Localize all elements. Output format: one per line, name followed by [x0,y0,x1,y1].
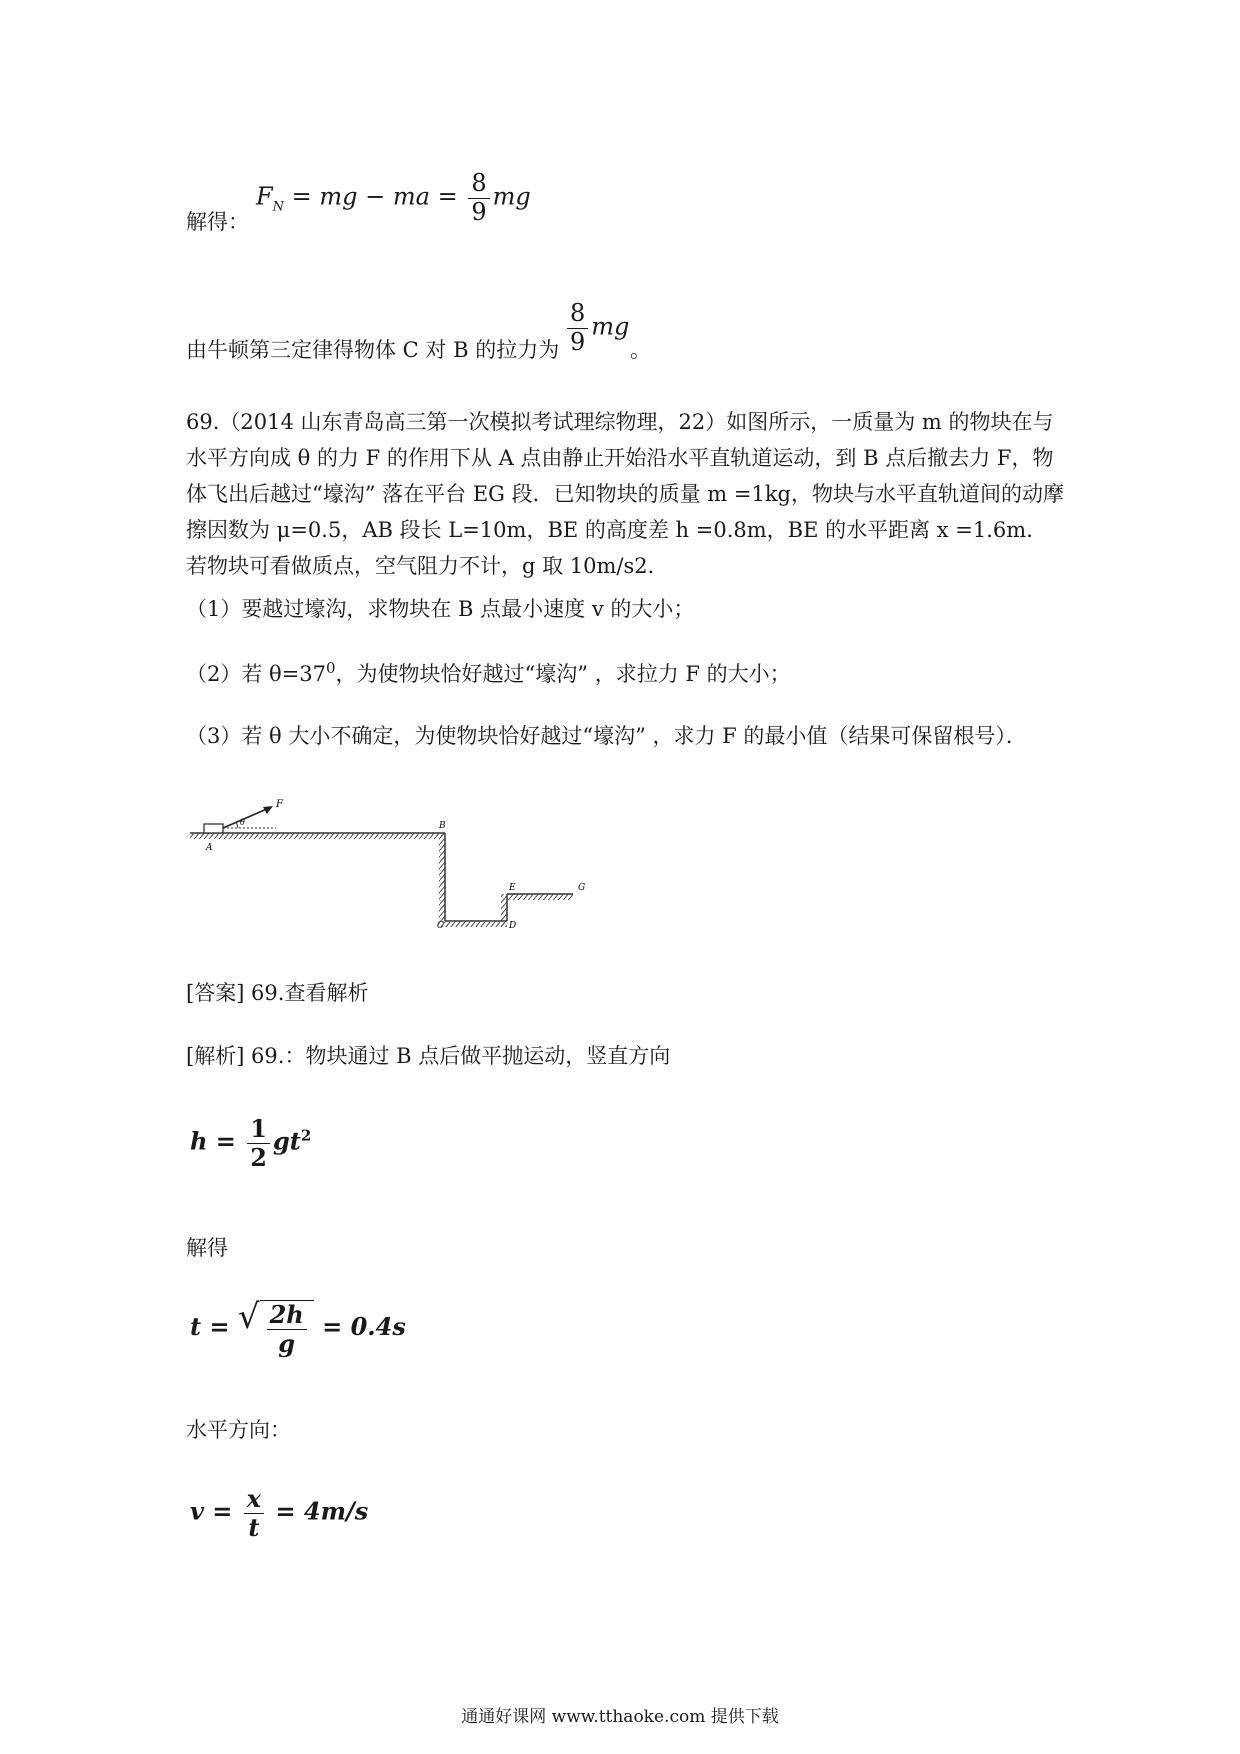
question-1: （1）要越过壕沟，求物块在 B 点最小速度 v 的大小； [186,597,695,621]
sqrt-sign: √ [237,1297,260,1337]
tl-frac-den: 9 [570,327,586,356]
label-F: F [276,799,283,810]
eq2-result: = 0.4s [313,1312,406,1342]
label-theta: θ [240,818,245,827]
eq3-result: = 4m/s [267,1496,369,1526]
label-D: D [509,921,517,930]
tl-tail: mg [591,312,630,341]
question-3: （3）若 θ 大小不确定，为使物块恰好越过“壕沟” ，求力 F 的最小值（结果可保留根号）． [186,724,1027,748]
equation-v [190,1485,368,1541]
fn-tail: mg [492,182,531,211]
eq3-eq: = [203,1496,241,1526]
eq1-lhs: h [190,1126,208,1156]
eq2-den: g [278,1328,296,1358]
eq3-num: x [244,1485,264,1514]
problem-statement: 69.（2014 山东青岛高三第一次模拟考试理综物理，22）如图所示，一质量为 m 的物块在与水平方向成 θ 的力 F 的作用下从 A 点由静止开始沿水平直轨道运动，到 B 点后撤去力 F，物体飞出后越过“壕沟” 落在平台 EG 段．已知物块的质量 m =1kg，物块与水平直轨道间的动摩擦因数为 μ=0.5，AB 段长 L=10m，BE 的高度差 h =0.8m，BE 的水平距离 x =1.6m．若物块可看做质点，空气阻力不计，g 取 10m/s2． [186,410,1064,578]
fn-frac-den: 9 [471,197,487,226]
fn-lhs: F [256,182,273,211]
angle-arc [236,822,238,828]
eq1-tail: gt [272,1126,301,1156]
question-2-degree: 0 [326,659,336,677]
question-2 [186,657,791,691]
fn-frac-num: 8 [468,170,489,199]
fn-equation [256,170,531,226]
label-C: C [437,921,444,930]
solve-label-2: 解得 [186,1236,228,1260]
question-2-b: ，为使物块恰好越过“壕沟” ，求拉力 F 的大小； [335,662,791,686]
third-law-fraction [564,300,629,356]
analysis-line: [解析] 69.：物块通过 B 点后做平抛运动，竖直方向 [186,1044,671,1068]
trench-diagram [180,790,600,930]
solve-label: 解得： [186,210,249,234]
force-line [223,808,269,828]
footer-text: 通通好课网 www.tthaoke.com 提供下载 [461,1707,779,1727]
tl-frac-num: 8 [567,300,588,329]
eq3-lhs: v [190,1496,204,1526]
eq1-num: 1 [247,1115,270,1144]
platform-eg-hatch [507,894,573,900]
fn-mid: = mg − ma = [284,182,466,211]
trench-bottom-hatch [445,921,507,927]
label-E: E [509,883,516,893]
eq3-den: t [248,1512,260,1542]
wall-bc-hatch [439,833,445,927]
question-2-a: （2）若 θ=37 [186,662,326,686]
fn-lhs-sub: N [272,199,285,215]
equation-t [190,1297,406,1358]
eq1-tail-sup: 2 [300,1126,312,1145]
label-G: G [578,883,586,893]
label-B: B [439,821,446,831]
equation-h [190,1115,311,1171]
eq2-num: 2h [267,1301,307,1330]
eq2-lhs: t [190,1312,202,1342]
wall-de-hatch [501,894,507,927]
label-A: A [206,843,213,853]
third-law-text: 由牛顿第三定律得物体 C 对 B 的拉力为 [186,338,560,362]
eq2-eq: = [201,1312,238,1342]
horizontal-label: 水平方向： [186,1418,291,1442]
eq1-eq: = [207,1126,245,1156]
answer-line: [答案] 69.查看解析 [186,981,369,1005]
eq1-den: 2 [250,1142,267,1172]
ground-ab-hatch [190,833,445,839]
third-law-end: 。 [630,338,651,362]
block [204,824,223,833]
